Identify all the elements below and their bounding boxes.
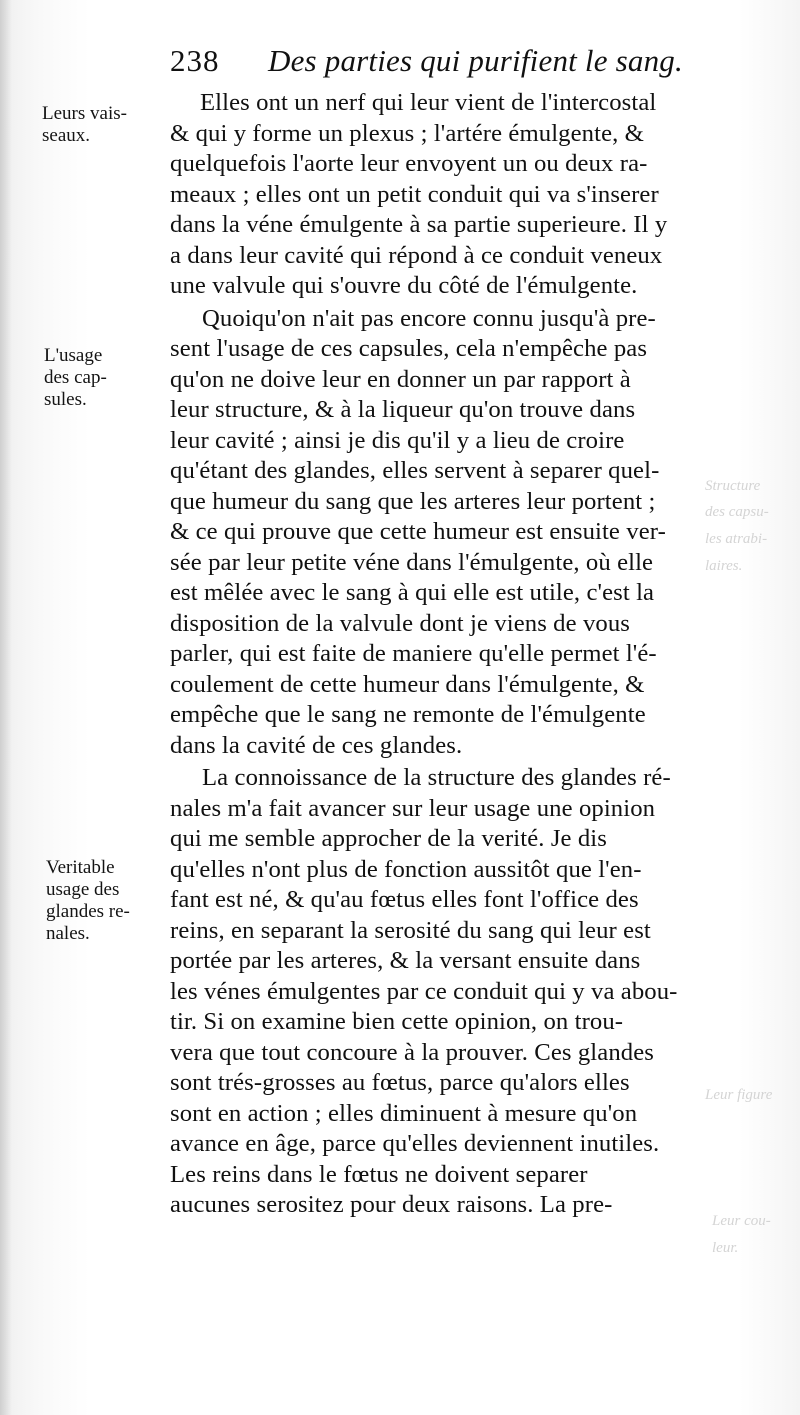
text-line: sée par leur petite véne dans l'émulgente, où elle xyxy=(170,548,654,576)
margin-note-line: usage des xyxy=(46,879,120,900)
text-line: & qui y forme un plexus ; l'artére émulgente, & xyxy=(170,119,644,147)
text-line: avance en âge, parce qu'elles deviennent inutiles. xyxy=(170,1130,660,1157)
margin-note-line: Veritable xyxy=(46,857,115,878)
show-through-line: les atrabi- xyxy=(705,531,768,547)
text-line: tir. Si on examine bien cette opinion, on trou- xyxy=(170,1008,624,1035)
margin-note-veritable-usage xyxy=(46,857,164,945)
text-line: Quoiqu'on n'ait pas encore connu jusqu'à pre- xyxy=(202,304,656,332)
text-line: que humeur du sang que les arteres leur portent ; xyxy=(170,487,656,515)
body-text xyxy=(170,88,762,1221)
margin-note-line: glandes re- xyxy=(46,901,130,922)
show-through-line: laires. xyxy=(705,558,743,574)
margin-note-line: seaux. xyxy=(42,125,91,146)
text-line: dans la véne émulgente à sa partie superieure. Il y xyxy=(170,211,668,238)
text-line: une valvule qui s'ouvre du côté de l'émulgente. xyxy=(170,272,638,299)
text-line: quelquefois l'aorte leur envoyent un ou deux ra- xyxy=(170,150,648,177)
text-line: & ce qui prouve que cette humeur est ensuite ver- xyxy=(170,518,666,545)
text-line: nales m'a fait avancer sur leur usage une opinion xyxy=(170,794,656,822)
text-line: leur structure, & à la liqueur qu'on trouve dans xyxy=(170,396,636,423)
text-line: reins, en separant la serosité du sang qui leur est xyxy=(170,916,651,944)
text-line: sent l'usage de ces capsules, cela n'empêche pas xyxy=(170,335,648,362)
show-through-line: Structure xyxy=(705,478,761,494)
text-line: les vénes émulgentes par ce conduit qui y va abou- xyxy=(170,977,678,1005)
show-through-line: leur. xyxy=(712,1240,739,1256)
text-line: vera que tout concoure à la prouver. Ces glandes xyxy=(170,1038,654,1066)
text-line: La connoissance de la structure des glandes ré- xyxy=(202,764,671,791)
text-line: aucunes serositez pour deux raisons. La pre- xyxy=(170,1191,613,1218)
text-line: a dans leur cavité qui répond à ce conduit veneux xyxy=(170,241,663,269)
show-through-line: des capsu- xyxy=(705,504,769,520)
margin-note-line: L'usage xyxy=(44,345,103,366)
text-line: leur cavité ; ainsi je dis qu'il y a lieu de croire xyxy=(170,426,625,454)
text-line: sont en action ; elles diminuent à mesure qu'on xyxy=(170,1099,638,1127)
text-line: qui me semble approcher de la verité. Je dis xyxy=(170,825,607,852)
margin-note-vaisseaux xyxy=(42,103,160,147)
show-through-line: Leur cou- xyxy=(712,1213,771,1229)
text-line: portée par les arteres, & la versant ensuite dans xyxy=(170,947,641,974)
text-line: est mêlée avec le sang à qui elle est utile, c'est la xyxy=(170,579,655,606)
margin-note-line: Leurs vais- xyxy=(42,103,127,124)
running-title: Des parties qui purifient le sang. xyxy=(268,43,683,78)
margin-note-usage-capsules xyxy=(44,345,162,411)
margin-note-line: des cap- xyxy=(44,367,107,388)
text-line: qu'elles n'ont plus de fonction aussitôt que l'en- xyxy=(170,855,642,883)
running-head xyxy=(170,43,730,85)
text-line: parler, qui est faite de maniere qu'elle permet l'é- xyxy=(170,640,657,667)
text-line: Elles ont un nerf qui leur vient de l'intercostal xyxy=(200,89,657,116)
margin-note-line: nales. xyxy=(46,923,90,944)
text-line: empêche que le sang ne remonte de l'émulgente xyxy=(170,701,646,728)
text-line: qu'on ne doive leur en donner un par rapport à xyxy=(170,365,631,393)
text-line: meaux ; elles ont un petit conduit qui va s'inserer xyxy=(170,180,659,208)
text-line: disposition de la valvule dont je viens de vous xyxy=(170,609,630,637)
text-line: sont trés-grosses au fœtus, parce qu'alors elles xyxy=(170,1069,630,1096)
page-number: 238 xyxy=(170,43,220,78)
text-line: dans la cavité de ces glandes. xyxy=(170,731,463,759)
text-line: coulement de cette humeur dans l'émulgente, & xyxy=(170,670,645,698)
text-line: fant est né, & qu'au fœtus elles font l'office des xyxy=(170,886,639,913)
text-line: qu'étant des glandes, elles servent à separer quel- xyxy=(170,457,660,484)
text-line: Les reins dans le fœtus ne doivent separer xyxy=(170,1160,588,1188)
show-through-line: Leur figure xyxy=(705,1087,773,1103)
margin-note-line: sules. xyxy=(44,389,87,410)
